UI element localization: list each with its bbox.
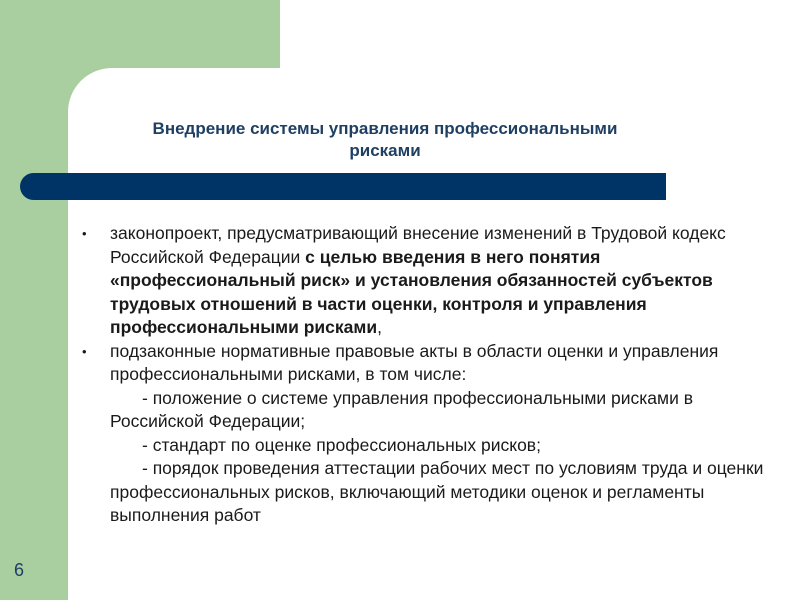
- bullet-item-2: [82, 340, 782, 387]
- slide-title-line-2: рисками: [349, 141, 421, 160]
- page-number: 6: [14, 560, 25, 580]
- bullet-dot-icon: •: [82, 343, 87, 359]
- bullet-1-text: законопроект, предусматривающий внесение изменений в Трудовой кодекс Российской Федерации: [110, 223, 726, 267]
- bullet-1-tail: ,: [377, 317, 382, 337]
- bullet-2-text: подзаконные нормативные правовые акты в области оценки и управления профессиональными рисками, в том числе:: [110, 340, 719, 384]
- bullet-dot-icon: •: [82, 226, 87, 241]
- sub-item-2: - стандарт по оценке профессиональных рисков;: [142, 434, 541, 455]
- slide-body: [82, 222, 782, 528]
- sub-item-1: - положение о системе управления профессиональными рисками в Российской Федерации;: [110, 387, 694, 431]
- sub-item-3: - порядок проведения аттестации рабочих мест по условиям труда и оценки профессиональных рисков, включающий методики оценок и регламенты выполнения работ: [110, 458, 764, 525]
- slide-title-line-1: Внедрение системы управления профессиональными: [152, 119, 618, 138]
- bullet-1-bold-text: с целью введения в него понятия «профессиональный риск» и установления обязанностей субъектов трудовых отношений в части оценки, контроля и управления профессиональными рисками: [110, 246, 713, 337]
- title-underline-bar: [20, 173, 666, 200]
- bullet-item-1: [82, 222, 782, 340]
- slide-title: [90, 118, 680, 162]
